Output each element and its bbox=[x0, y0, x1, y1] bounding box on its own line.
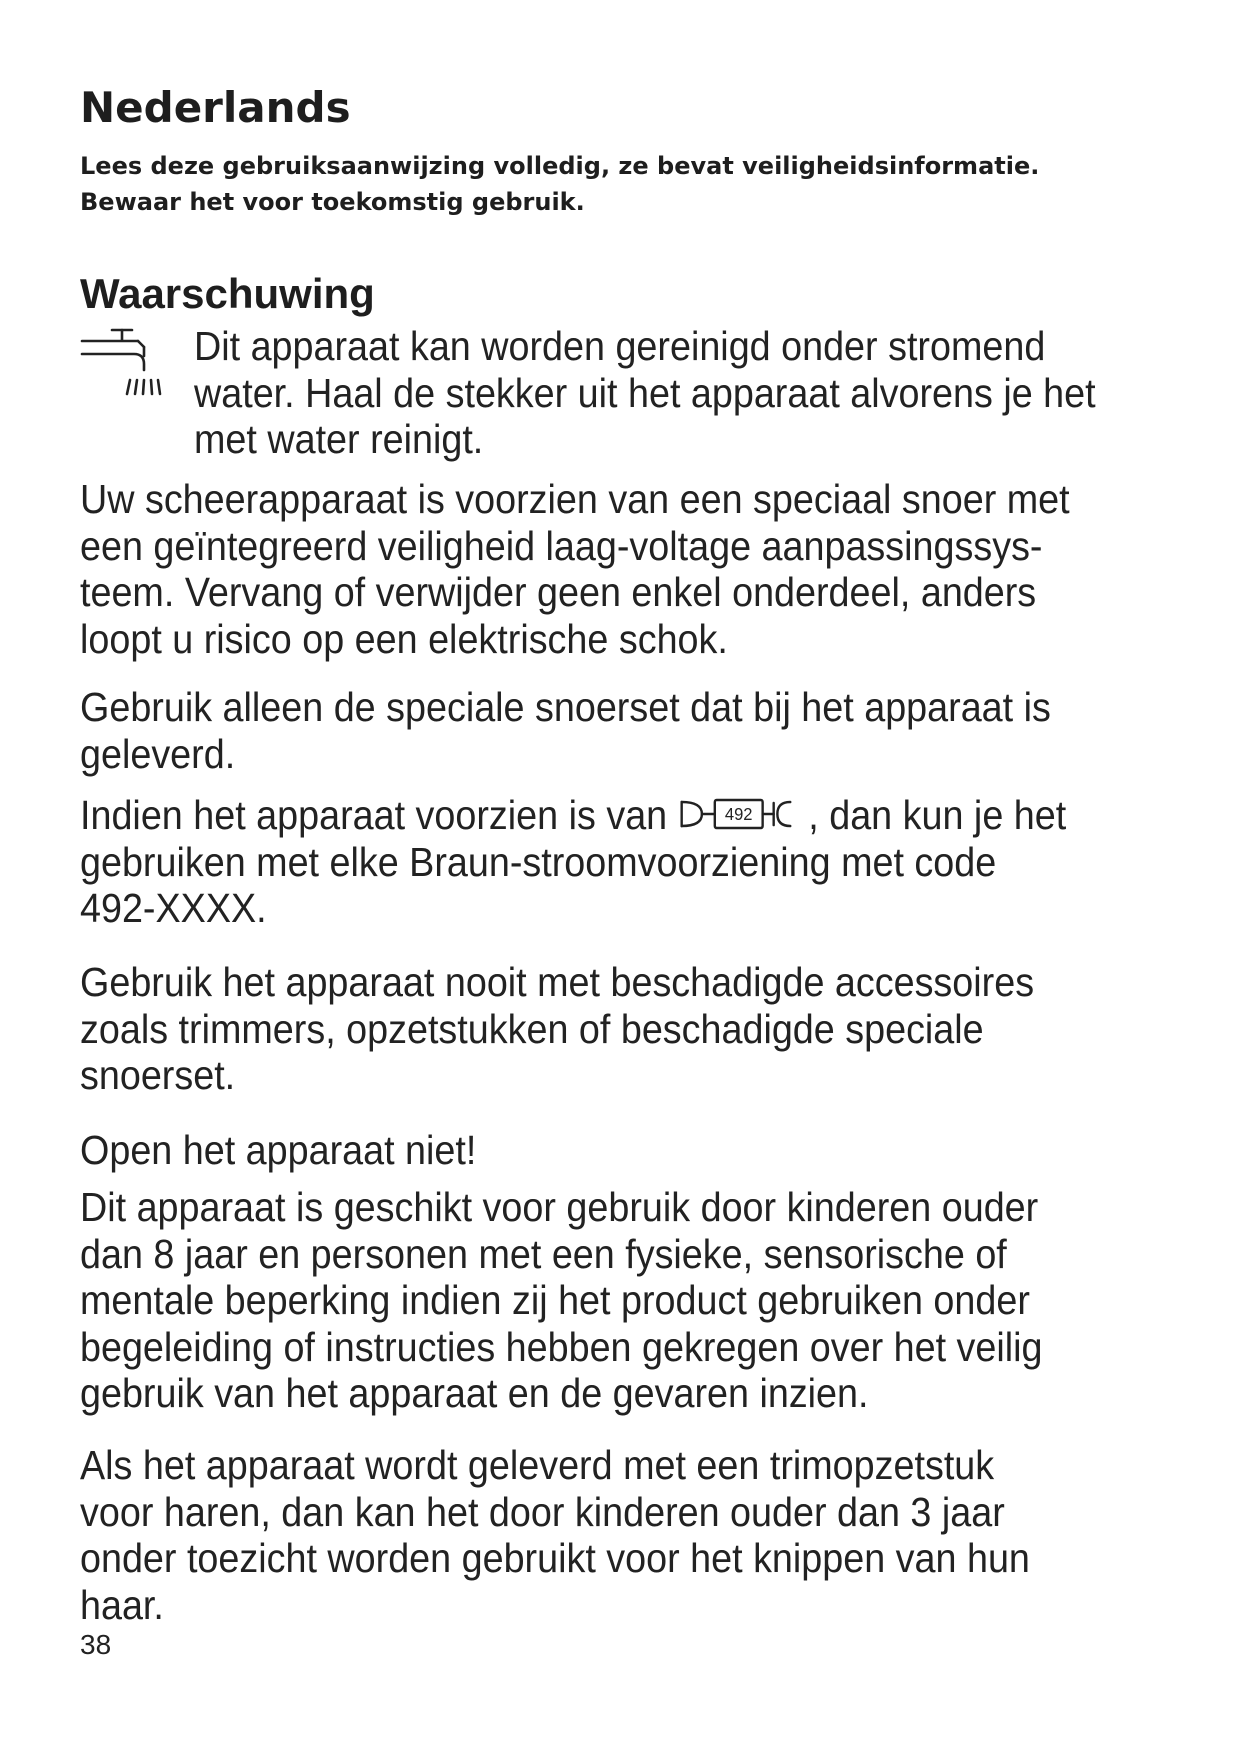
text-line: met water reinigt. bbox=[194, 416, 484, 462]
text-line: Dit apparaat kan worden gereinigd onder stromend bbox=[194, 323, 1046, 369]
text-line: gebruiken met elke Braun-stroomvoorziening met code bbox=[80, 838, 997, 885]
text-line: Dit apparaat is geschikt voor gebruik door kinderen ouder bbox=[80, 1184, 1039, 1230]
text-line: Gebruik alleen de speciale snoerset dat bij het apparaat is bbox=[80, 684, 1051, 730]
text-line: Uw scheerapparaat is voorzien van een speciaal snoer met bbox=[80, 476, 1070, 522]
text-line: snoerset. bbox=[80, 1052, 236, 1098]
text-segment: , dan kun je het bbox=[808, 792, 1067, 838]
text-line: Gebruik het apparaat nooit met beschadigde accessoires bbox=[80, 959, 1035, 1005]
warning-heading: Waarschuwing bbox=[80, 270, 375, 317]
warning-text bbox=[194, 323, 1096, 463]
text-line: Open het apparaat niet! bbox=[80, 1127, 477, 1173]
text-line: haar. bbox=[80, 1581, 164, 1628]
text-line bbox=[80, 792, 1066, 839]
text-line: begeleiding of instructies hebben gekregen over het veilig bbox=[80, 1323, 1043, 1370]
paragraph-damaged-accessories bbox=[80, 959, 1034, 1099]
language-heading: Nederlands bbox=[80, 83, 351, 132]
text-line: onder toezicht worden gebruikt voor het knippen van hun bbox=[80, 1535, 1030, 1581]
text-line: teem. Vervang of verwijder geen enkel onderdeel, anders bbox=[80, 569, 1037, 615]
text-line: mentale beperking indien zij het product gebruiken onder bbox=[80, 1277, 1030, 1323]
intro-notice bbox=[80, 148, 1200, 220]
paragraph-hair-trimmer bbox=[80, 1442, 1030, 1628]
text-line: gebruik van het apparaat en de gevaren inzien. bbox=[80, 1370, 869, 1416]
paragraph-cord-set bbox=[80, 684, 1051, 777]
page-number: 38 bbox=[80, 1629, 112, 1660]
intro-line: Bewaar het voor toekomstig gebruik. bbox=[80, 188, 585, 216]
text-line: Als het apparaat wordt geleverd met een trimopzetstuk bbox=[80, 1442, 995, 1488]
text-line: geleverd. bbox=[80, 730, 236, 777]
symbol-code-label: 492 bbox=[724, 803, 753, 825]
water-tap-icon bbox=[80, 326, 170, 406]
paragraph-do-not-open bbox=[80, 1127, 476, 1174]
text-line: loopt u risico op een elektrische schok. bbox=[80, 615, 728, 662]
text-line: water. Haal de stekker uit het apparaat alvorens je het bbox=[194, 369, 1096, 416]
paragraph-children-usage bbox=[80, 1184, 1043, 1417]
text-line: een geïntegreerd veiligheid laag-voltage aanpassingssys- bbox=[80, 522, 1043, 569]
text-line: 492-XXXX. bbox=[80, 885, 267, 931]
paragraph-special-cord bbox=[80, 476, 1070, 662]
text-line: dan 8 jaar en personen met een fysieke, sensorische of bbox=[80, 1230, 1007, 1277]
text-segment: Indien het apparaat voorzien is van bbox=[80, 792, 678, 838]
paragraph-power-supply bbox=[80, 792, 1066, 932]
power-supply-492-icon bbox=[678, 794, 809, 834]
text-line: voor haren, dan kan het door kinderen ouder dan 3 jaar bbox=[80, 1488, 1005, 1535]
intro-line: Lees deze gebruiksaanwijzing volledig, ze bevat veiligheidsinformatie. bbox=[80, 152, 1040, 180]
text-line: zoals trimmers, opzetstukken of beschadigde speciale bbox=[80, 1005, 984, 1052]
